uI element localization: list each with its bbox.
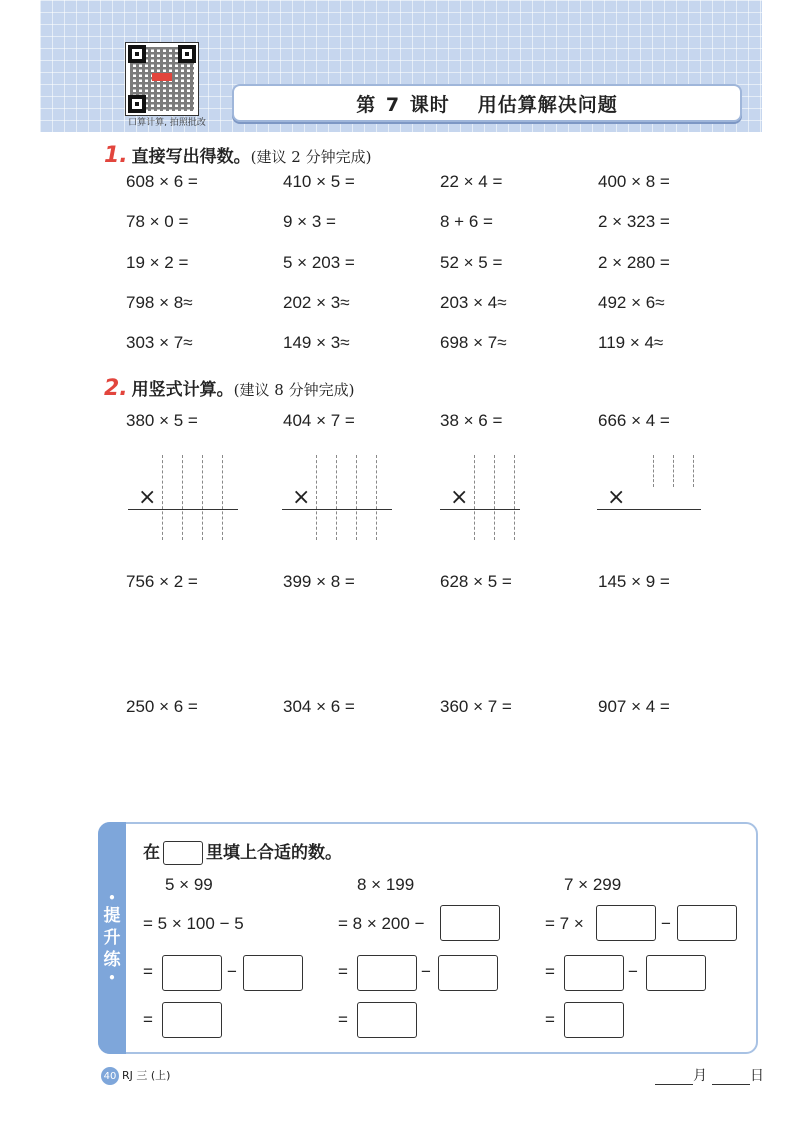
answer-box[interactable] <box>440 905 500 941</box>
qr-code[interactable] <box>125 42 199 116</box>
section1-problem: 492 × 6≈ <box>598 293 665 312</box>
lesson-label: 第 7 课时 <box>356 93 450 116</box>
answer-box[interactable] <box>596 905 656 941</box>
section1-heading: 1. 直接写出得数。(建议 2 分钟完成) <box>104 143 372 168</box>
answer-box[interactable] <box>162 1002 222 1038</box>
answer-box[interactable] <box>564 955 624 991</box>
vertical-frame-3[interactable]: × <box>440 455 550 545</box>
section2-problem: 756 × 2 = <box>126 572 198 591</box>
date-day: 日 <box>712 1065 764 1085</box>
section1-problem: 698 × 7≈ <box>440 333 507 352</box>
practice-step-1: = 5 × 100 − 5 <box>143 914 244 933</box>
practice-expr-1: 5 × 99 <box>165 875 213 894</box>
section1-problem: 8 + 6 = <box>440 212 493 231</box>
section1-problem: 798 × 8≈ <box>126 293 193 312</box>
answer-box[interactable] <box>357 955 417 991</box>
section2-problem: 304 × 6 = <box>283 697 355 716</box>
answer-box[interactable] <box>243 955 303 991</box>
section1-problem: 608 × 6 = <box>126 172 198 191</box>
vertical-frame-1[interactable]: × <box>128 455 238 545</box>
answer-box[interactable] <box>646 955 706 991</box>
section1-problem: 119 × 4≈ <box>598 333 664 352</box>
answer-box[interactable] <box>162 955 222 991</box>
answer-box[interactable] <box>357 1002 417 1038</box>
section1-problem: 52 × 5 = <box>440 253 503 272</box>
vertical-frame-2[interactable]: × <box>282 455 392 545</box>
section1-problem: 2 × 323 = <box>598 212 670 231</box>
practice-side-label: • 提 升 练 • <box>98 822 126 1054</box>
section2-problem: 250 × 6 = <box>126 697 198 716</box>
section2-problem: 666 × 4 = <box>598 411 670 430</box>
practice-instruction: 在 里填上合适的数。 <box>143 843 342 863</box>
section1-problem: 203 × 4≈ <box>440 293 507 312</box>
section1-problem: 22 × 4 = <box>440 172 503 191</box>
section2-problem: 145 × 9 = <box>598 572 670 591</box>
practice-step-3: = 7 × <box>545 914 584 933</box>
section1-problem: 78 × 0 = <box>126 212 189 231</box>
section1-problem: 149 × 3≈ <box>283 333 350 352</box>
date-month: 月 <box>655 1065 707 1085</box>
section1-problem: 9 × 3 = <box>283 212 336 231</box>
edition-label: RJ 三 (上) <box>122 1069 171 1082</box>
page-number: 40 <box>101 1067 119 1085</box>
section1-problem: 410 × 5 = <box>283 172 355 191</box>
qr-caption: 口算计算, 拍照批改 <box>128 118 206 128</box>
section2-problem: 360 × 7 = <box>440 697 512 716</box>
section1-problem: 19 × 2 = <box>126 253 189 272</box>
section2-problem: 38 × 6 = <box>440 411 503 430</box>
section1-problem: 2 × 280 = <box>598 253 670 272</box>
section2-problem: 628 × 5 = <box>440 572 512 591</box>
section2-problem: 404 × 7 = <box>283 411 355 430</box>
section2-problem: 907 × 4 = <box>598 697 670 716</box>
answer-box[interactable] <box>438 955 498 991</box>
practice-step-2: = 8 × 200 − <box>338 914 425 933</box>
practice-expr-3: 7 × 299 <box>564 875 622 894</box>
answer-box[interactable] <box>677 905 737 941</box>
vertical-frame-4[interactable]: × <box>597 455 707 545</box>
answer-box[interactable] <box>564 1002 624 1038</box>
lesson-topic: 用估算解决问题 <box>477 93 618 116</box>
section2-problem: 380 × 5 = <box>126 411 198 430</box>
section2-heading: 2. 用竖式计算。(建议 8 分钟完成) <box>104 376 355 401</box>
section1-problem: 400 × 8 = <box>598 172 670 191</box>
section2-problem: 399 × 8 = <box>283 572 355 591</box>
section1-problem: 202 × 3≈ <box>283 293 350 312</box>
section1-problem: 303 × 7≈ <box>126 333 193 352</box>
practice-expr-2: 8 × 199 <box>357 875 415 894</box>
section1-problem: 5 × 203 = <box>283 253 355 272</box>
lesson-title <box>232 84 742 122</box>
